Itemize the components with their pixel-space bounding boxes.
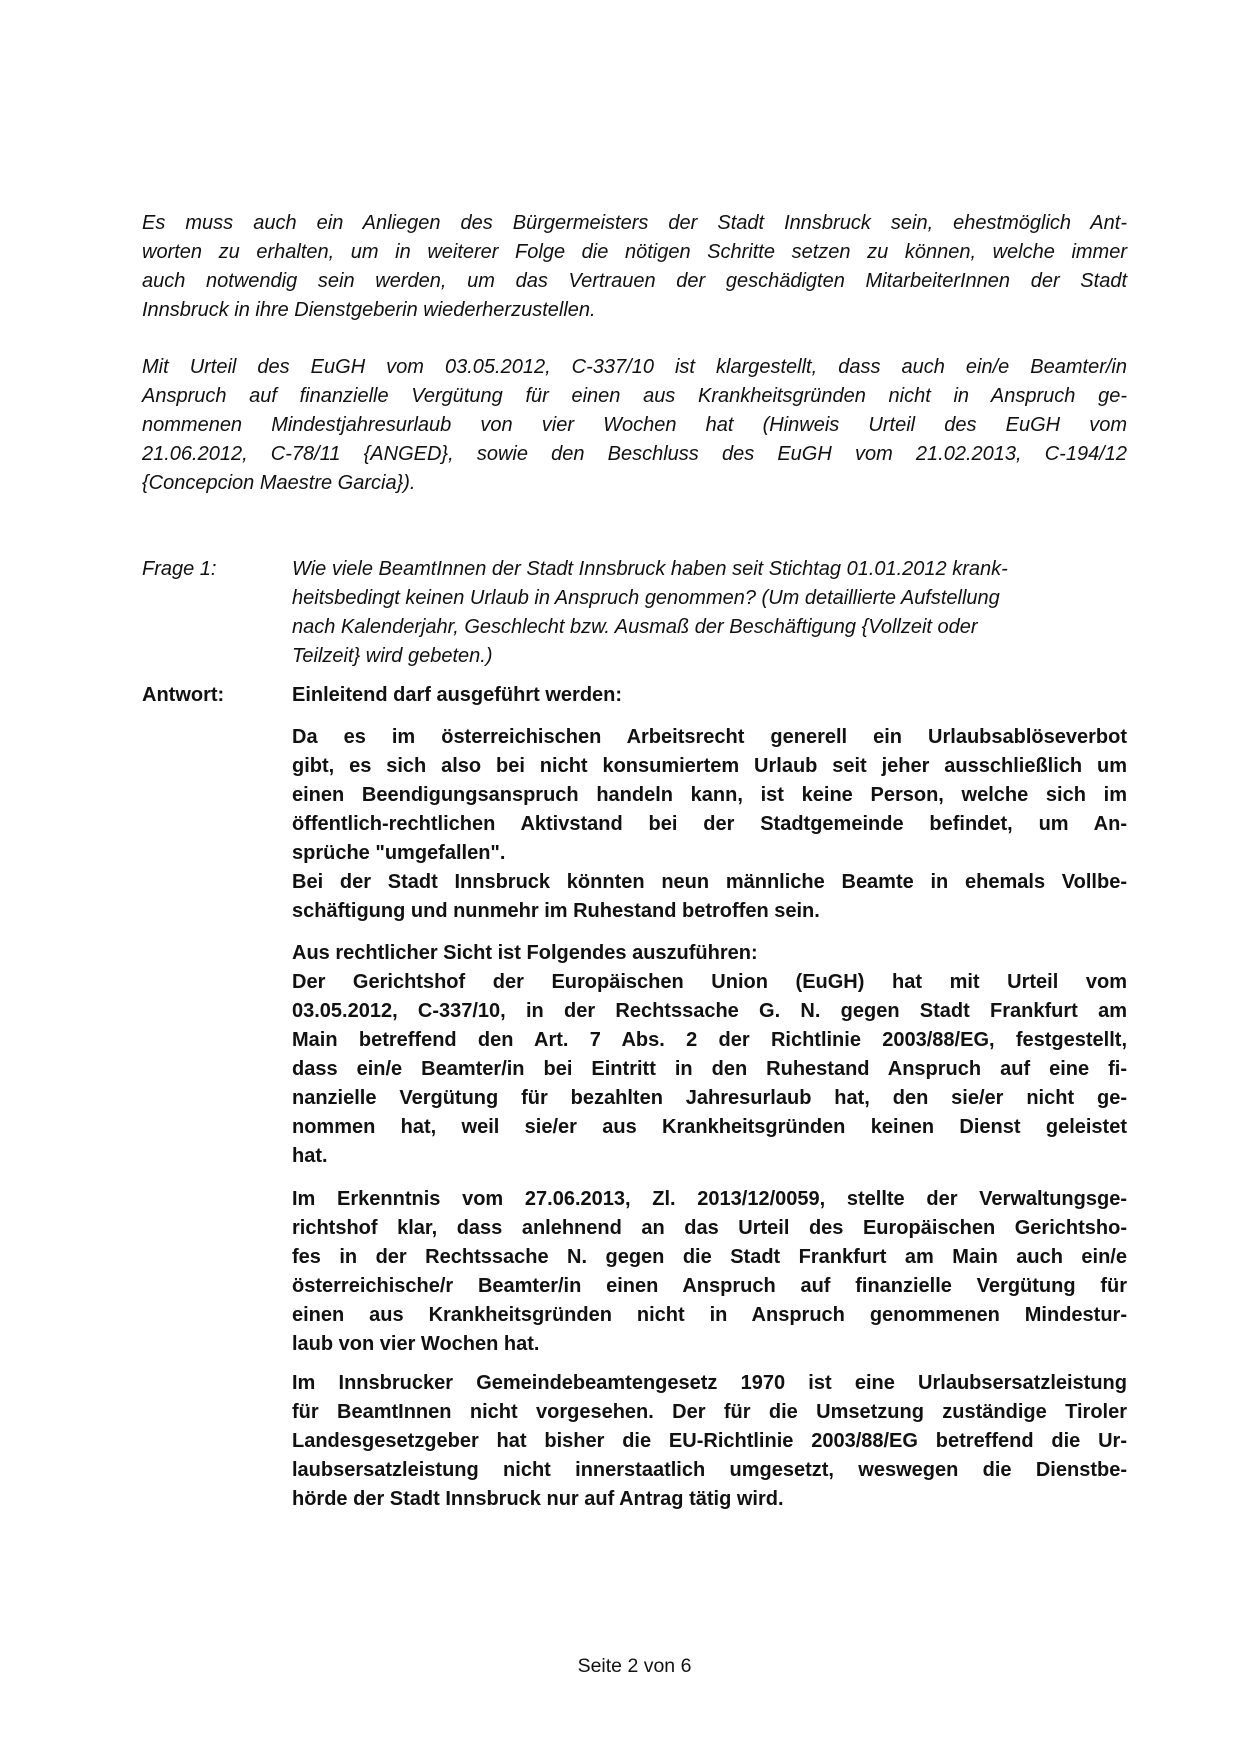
text-line: hat.: [292, 1145, 328, 1167]
text-line: Main betreffend den Art. 7 Abs. 2 der Richtlinie 2003/88/EG, festgestellt,: [292, 1029, 1127, 1051]
answer-paragraph-2: [292, 968, 1127, 1171]
answer-body: [292, 723, 1127, 1514]
text-line: für BeamtInnen nicht vorgesehen. Der für die Umsetzung zuständige Tiroler: [292, 1401, 1127, 1423]
answer-paragraph-3: [292, 1185, 1127, 1359]
text-line: Im Erkenntnis vom 27.06.2013, Zl. 2013/12/0059, stellte der Verwaltungsge-: [292, 1188, 1127, 1210]
answer-paragraph-4: [292, 1369, 1127, 1514]
text-line: Bei der Stadt Innsbruck könnten neun männliche Beamte in ehemals Vollbe-: [292, 871, 1127, 893]
text-line: einen Beendigungsanspruch handeln kann, ist keine Person, welche sich im: [292, 784, 1127, 806]
text-line: Landesgesetzgeber hat bisher die EU-Richtlinie 2003/88/EG betreffend die Ur-: [292, 1430, 1127, 1452]
text-line: Der Gerichtshof der Europäischen Union (EuGH) hat mit Urteil vom: [292, 971, 1127, 993]
text-line: nommen hat, weil sie/er aus Krankheitsgründen keinen Dienst geleistet: [292, 1116, 1127, 1138]
text-line: einen aus Krankheitsgründen nicht in Anspruch genommenen Mindestur-: [292, 1304, 1127, 1326]
text-line: gibt, es sich also bei nicht konsumiertem Urlaub seit jeher ausschließlich um: [292, 755, 1127, 777]
text-line: 21.06.2012, C-78/11 {ANGED}, sowie den Beschluss des EuGH vom 21.02.2013, C-194/12: [142, 443, 1127, 465]
legal-section-heading: Aus rechtlicher Sicht ist Folgendes auszuführen:: [292, 942, 758, 964]
text-line: nach Kalenderjahr, Geschlecht bzw. Ausmaß der Beschäftigung {Vollzeit oder: [292, 616, 978, 638]
intro-paragraph-2: [142, 353, 1127, 498]
text-line: Wie viele BeamtInnen der Stadt Innsbruck haben seit Stichtag 01.01.2012 krank-: [292, 558, 1008, 580]
answer-paragraph-1: [292, 723, 1127, 868]
text-line: nommenen Mindestjahresurlaub von vier Wochen hat (Hinweis Urteil des EuGH vom: [142, 414, 1127, 436]
text-line: 03.05.2012, C-337/10, in der Rechtssache G. N. gegen Stadt Frankfurt am: [292, 1000, 1127, 1022]
text-line: Im Innsbrucker Gemeindebeamtengesetz 1970 ist eine Urlaubsersatzleistung: [292, 1372, 1127, 1394]
question-1-label: Frage 1:: [142, 558, 217, 580]
text-line: schäftigung und nunmehr im Ruhestand betroffen sein.: [292, 900, 820, 922]
text-line: Anspruch auf finanzielle Vergütung für einen aus Krankheitsgründen nicht in Anspruch ge-: [142, 385, 1127, 407]
answer-label: Antwort:: [142, 684, 225, 706]
answer-row: [142, 681, 1127, 710]
text-line: Teilzeit} wird gebeten.): [292, 645, 493, 667]
text-line: sprüche "umgefallen".: [292, 842, 506, 864]
text-line: hörde der Stadt Innsbruck nur auf Antrag tätig wird.: [292, 1488, 784, 1510]
text-line: {Concepcion Maestre Garcia}).: [142, 472, 416, 494]
text-line: nanzielle Vergütung für bezahlten Jahresurlaub hat, den sie/er nicht ge-: [292, 1087, 1127, 1109]
text-line: Innsbruck in ihre Dienstgeberin wiederherzustellen.: [142, 299, 596, 321]
text-line: fes in der Rechtssache N. gegen die Stadt Frankfurt am Main auch ein/e: [292, 1246, 1127, 1268]
text-line: Da es im österreichischen Arbeitsrecht generell ein Urlaubsablöseverbot: [292, 726, 1127, 748]
text-line: worten zu erhalten, um in weiterer Folge die nötigen Schritte setzen zu können, welche immer: [142, 241, 1127, 263]
intro-paragraph-1: [142, 209, 1127, 325]
text-line: heitsbedingt keinen Urlaub in Anspruch genommen? (Um detaillierte Aufstellung: [292, 587, 1000, 609]
question-1-text: [292, 555, 1127, 671]
text-line: laubsersatzleistung nicht innerstaatlich umgesetzt, weswegen die Dienstbe-: [292, 1459, 1127, 1481]
answer-paragraph-1b: [292, 868, 1127, 926]
text-line: dass ein/e Beamter/in bei Eintritt in den Ruhestand Anspruch auf eine fi-: [292, 1058, 1127, 1080]
question-1-row: [142, 555, 1127, 671]
text-line: laub von vier Wochen hat.: [292, 1333, 540, 1355]
page-number: Seite 2 von 6: [577, 1655, 692, 1677]
answer-intro-line: Einleitend darf ausgeführt werden:: [292, 684, 623, 706]
text-line: Es muss auch ein Anliegen des Bürgermeisters der Stadt Innsbruck sein, ehestmöglich Ant-: [142, 212, 1127, 234]
text-line: auch notwendig sein werden, um das Vertrauen der geschädigten MitarbeiterInnen der Stadt: [142, 270, 1127, 292]
text-line: Mit Urteil des EuGH vom 03.05.2012, C-337/10 ist klargestellt, dass auch ein/e Beamter/in: [142, 356, 1127, 378]
text-line: öffentlich-rechtlichen Aktivstand bei der Stadtgemeinde befindet, um An-: [292, 813, 1127, 835]
text-line: österreichische/r Beamter/in einen Anspruch auf finanzielle Vergütung für: [292, 1275, 1127, 1297]
text-line: richtshof klar, dass anlehnend an das Urteil des Europäischen Gerichtsho-: [292, 1217, 1127, 1239]
